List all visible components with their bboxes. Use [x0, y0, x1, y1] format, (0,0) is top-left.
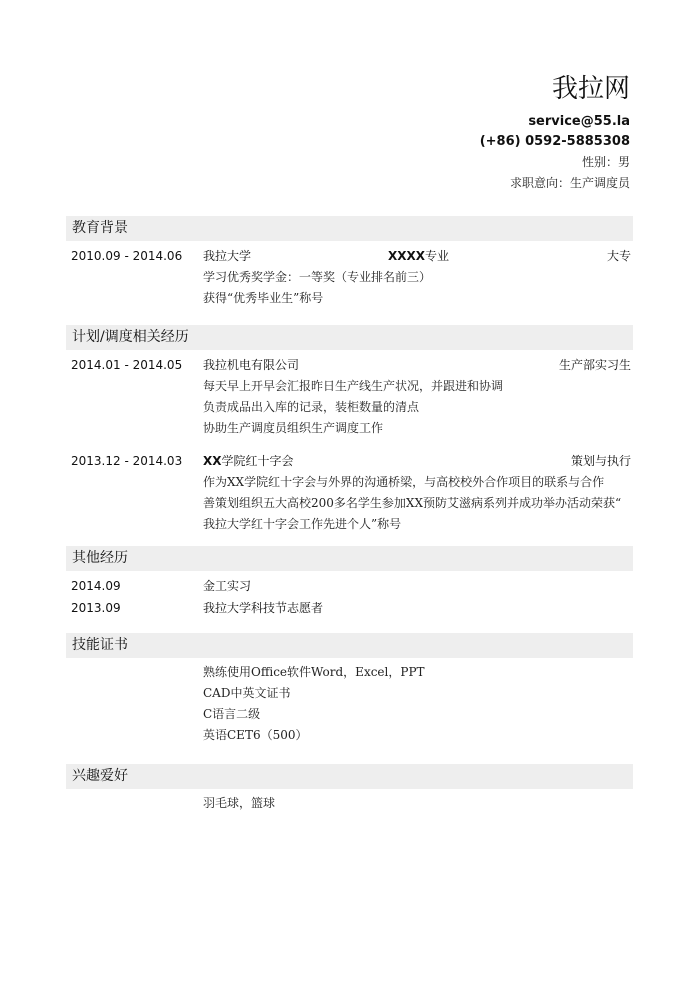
entry-detail-line: 我拉大学红十字会工作先进个人”称号	[203, 517, 402, 531]
experience-entry	[66, 354, 633, 439]
school-name: 我拉大学	[203, 249, 252, 263]
entry-date: 2013.09	[71, 601, 121, 615]
list-item	[66, 597, 633, 619]
org-name	[203, 450, 294, 472]
skill-line: CAD中英文证书	[203, 686, 291, 700]
candidate-name: 我拉网	[551, 74, 630, 104]
entry-detail-line: 协助生产调度员组织生产调度工作	[203, 421, 384, 435]
resume-header	[480, 72, 630, 194]
phone-text: (+86) 0592-5885308	[479, 134, 630, 149]
section-title: 兴趣爱好	[66, 764, 633, 789]
org-prefix: XX	[203, 454, 222, 468]
skills-section	[66, 633, 633, 746]
entry-date: 2010.09 - 2014.06	[71, 249, 183, 263]
hobbies-section	[66, 764, 633, 814]
entry-date: 2013.12 - 2014.03	[71, 454, 183, 468]
major-prefix: XXXX	[388, 249, 426, 263]
entry-detail-line: 作为XX学院红十字会与外界的沟通桥梁，与高校校外合作项目的联系与合作	[203, 475, 605, 489]
list-item	[66, 575, 633, 597]
skill-line: C语言二级	[203, 707, 261, 721]
role-text: 策划与执行	[570, 454, 631, 468]
entry-header-row	[66, 354, 633, 376]
entry-date: 2014.01 - 2014.05	[71, 358, 183, 372]
hobby-line: 羽毛球，篮球	[203, 796, 276, 810]
org-suffix: 学院红十字会	[221, 454, 294, 468]
entry-detail-line: 获得“优秀毕业生”称号	[203, 291, 324, 305]
gender-text: 性别：男	[581, 155, 630, 169]
education-entry	[66, 245, 633, 309]
entry-detail-line: 每天早上开早会汇报昨日生产线生产状况，并跟进和协调	[203, 379, 504, 393]
entry-detail-line: 学习优秀奖学金：一等奖（专业排名前三）	[203, 270, 432, 284]
major-suffix: 专业	[425, 249, 450, 263]
experience-entry	[66, 450, 633, 535]
entry-text: 金工实习	[203, 579, 252, 593]
entry-header-row	[66, 245, 633, 267]
skill-line: 熟练使用Office软件Word，Excel，PPT	[203, 665, 425, 679]
role-text: 生产部实习生	[558, 358, 631, 372]
section-title: 计划/调度相关经历	[66, 325, 633, 350]
entry-date: 2014.09	[71, 579, 121, 593]
section-title: 教育背景	[66, 216, 633, 241]
org-name: 我拉机电有限公司	[203, 358, 300, 372]
section-title: 其他经历	[66, 546, 633, 571]
other-experience-section	[66, 546, 633, 619]
degree-text: 大专	[606, 249, 631, 263]
entry-detail-line: 负责成品出入库的记录，装柜数量的清点	[203, 400, 420, 414]
email-text: service@55.la	[528, 114, 630, 129]
experience-section	[66, 325, 633, 541]
section-title: 技能证书	[66, 633, 633, 658]
major-name	[388, 245, 449, 267]
skill-line: 英语CET6（500）	[203, 728, 308, 742]
education-section	[66, 216, 633, 315]
entry-text: 我拉大学科技节志愿者	[203, 601, 324, 615]
entry-detail-line: 善策划组织五大高校200多名学生参加XX预防艾滋病系列并成功举办活动荣获“	[203, 496, 622, 510]
entry-header-row	[66, 450, 633, 472]
objective-text: 求职意向：生产调度员	[509, 176, 630, 190]
